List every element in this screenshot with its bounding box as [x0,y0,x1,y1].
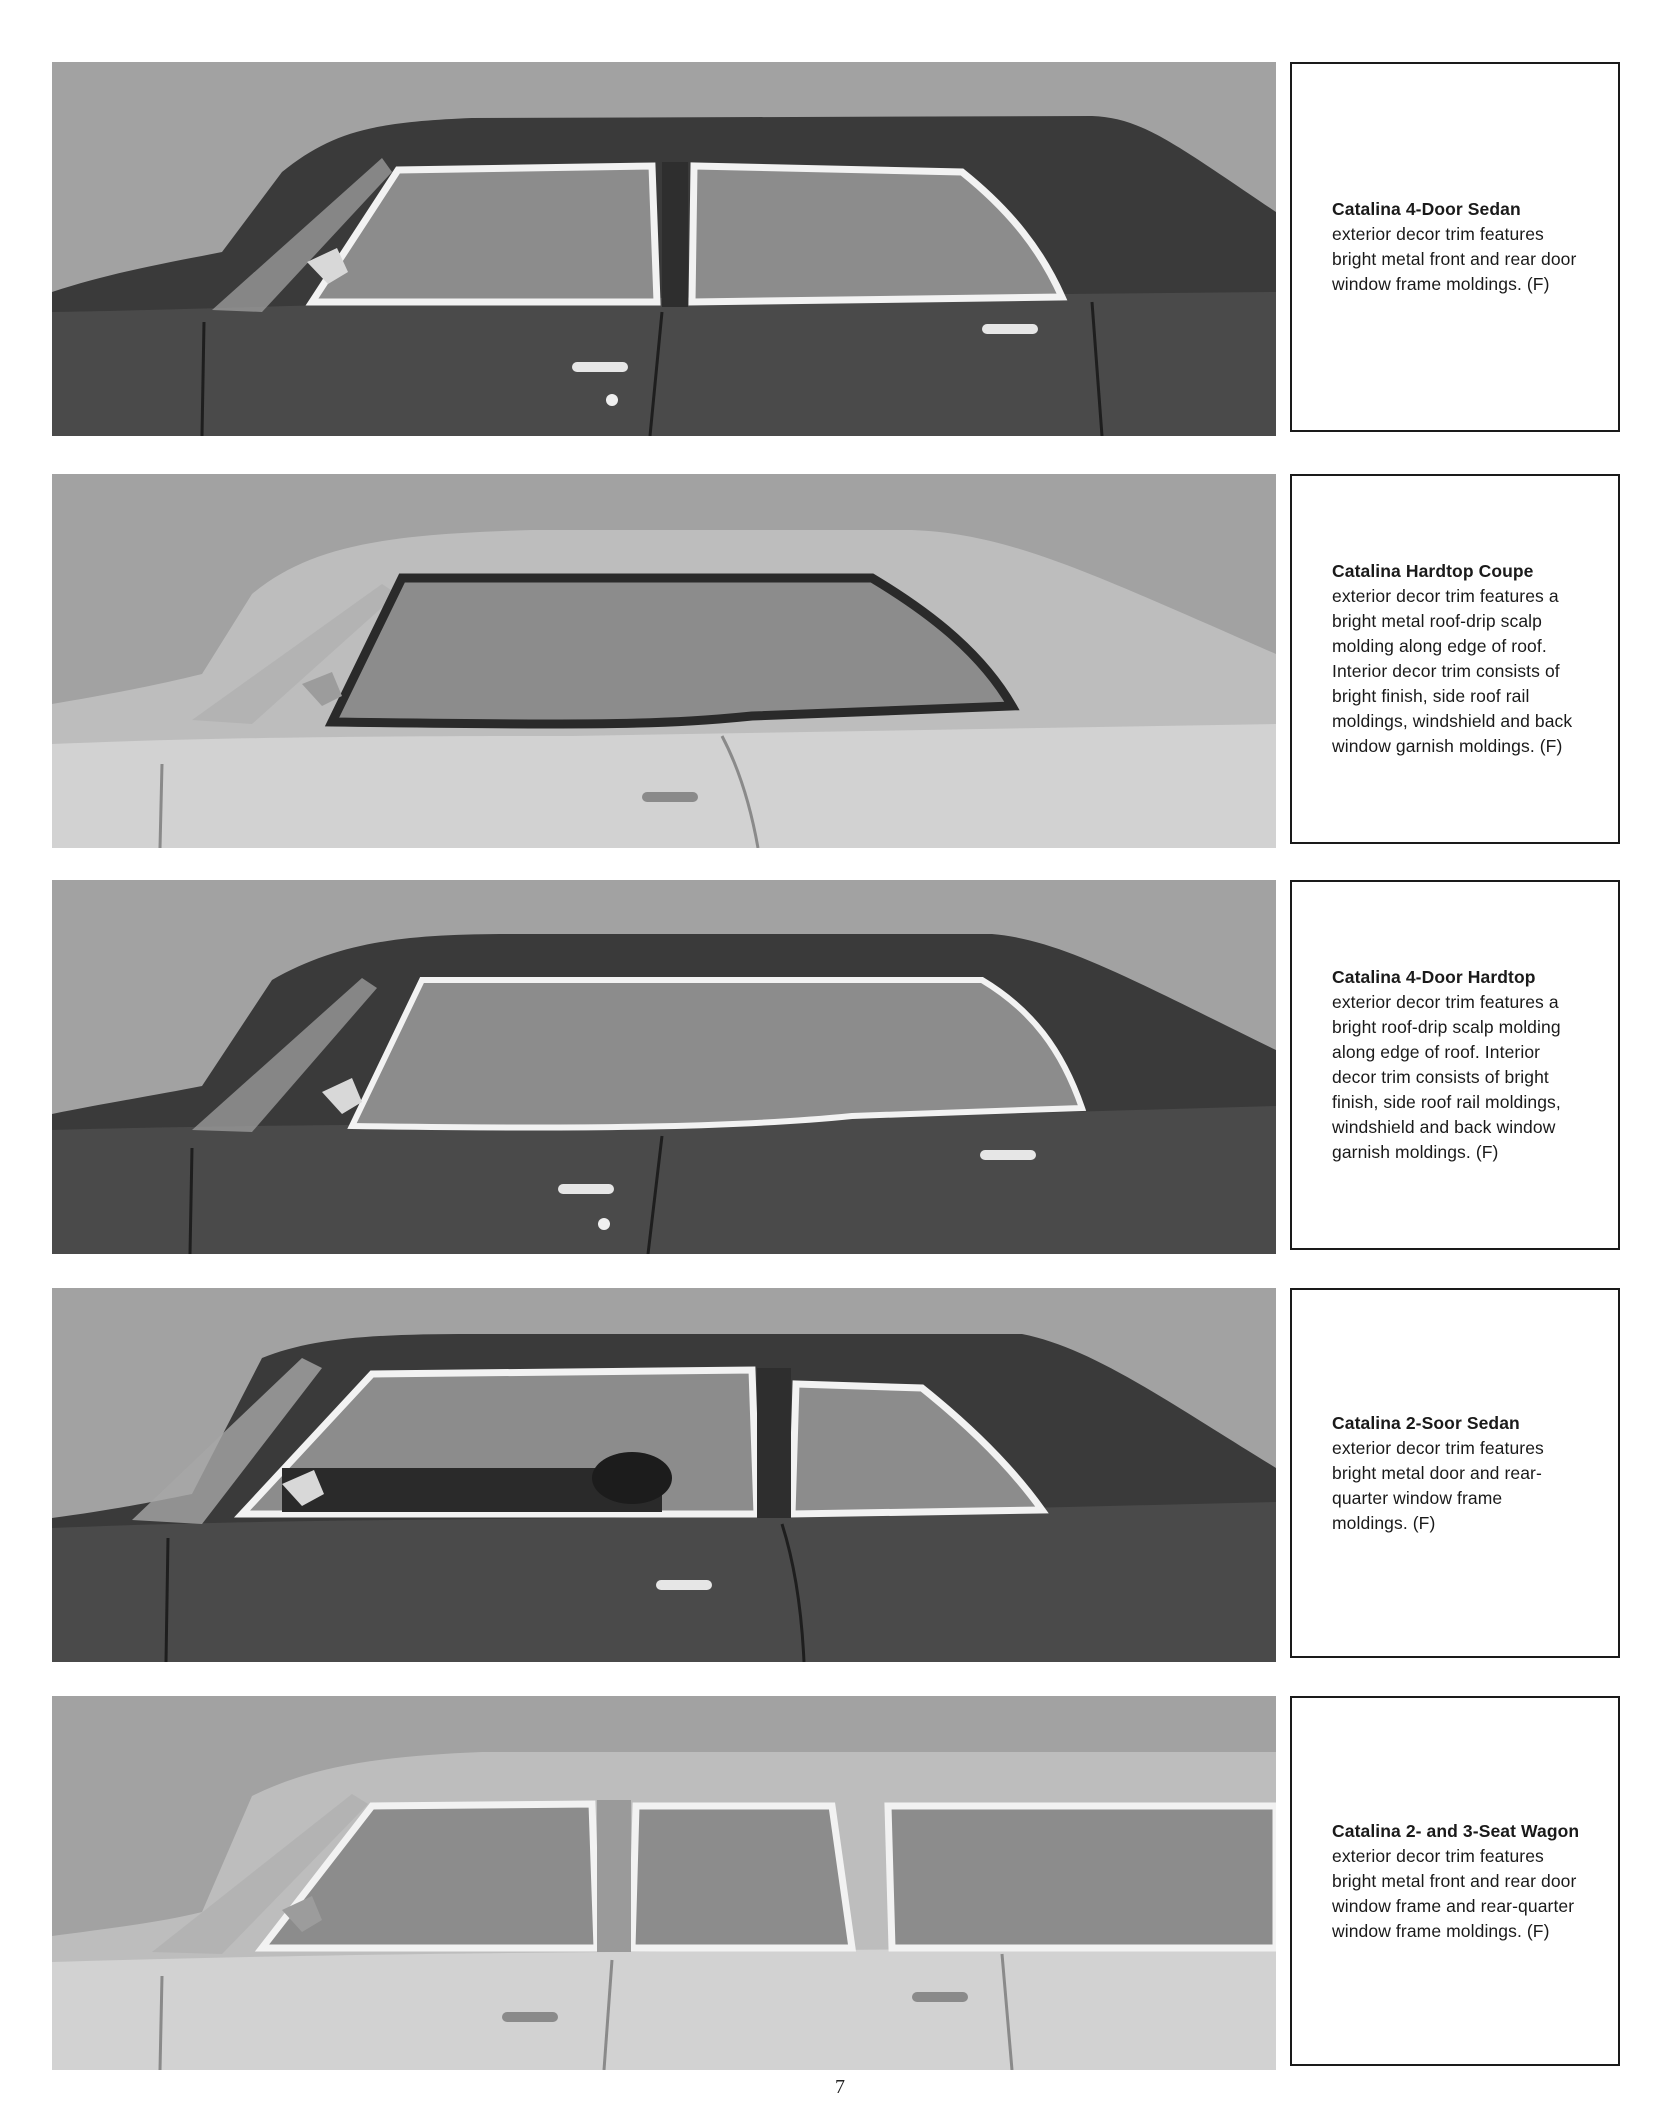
car-photo-4-door-sedan [52,62,1276,436]
caption-title-5: Catalina 2- and 3-Seat Wagon [1332,1820,1580,1841]
car-illustration [52,1696,1276,2070]
caption-title-3: Catalina 4-Door Hardtop [1332,967,1536,987]
page-number: 7 [835,2076,845,2098]
caption-body-5: exterior decor trim features bright metal front and rear door window frame and rear-quarter window frame moldings. (F) [1332,1845,1577,1941]
caption-box-4 [1290,1288,1620,1658]
car-photo-hardtop-coupe [52,474,1276,848]
panel-5 [52,1696,1632,2070]
caption-3 [1332,965,1582,1165]
car-illustration [52,474,1276,848]
caption-4 [1332,1411,1582,1536]
caption-title-2: Catalina Hardtop Coupe [1332,561,1534,581]
car-illustration [52,880,1276,1254]
caption-2 [1332,559,1582,759]
caption-box-1 [1290,62,1620,432]
caption-title-1: Catalina 4-Door Sedan [1332,199,1521,219]
caption-box-5 [1290,1696,1620,2066]
caption-5 [1332,1819,1582,1944]
car-photo-4-door-hardtop [52,880,1276,1254]
caption-body-1: exterior decor trim features bright metal front and rear door window frame moldings. (F) [1332,224,1577,294]
caption-title-4: Catalina 2-Soor Sedan [1332,1412,1520,1433]
panel-3 [52,880,1632,1254]
panel-4 [52,1288,1632,1662]
caption-body-3: exterior decor trim features a bright roof-drip scalp molding along edge of roof. Interior decor trim consists of bright finish, side roof rail moldings, windshield and back window garnish moldings. (F) [1332,992,1561,1162]
car-illustration [52,1288,1276,1662]
caption-1 [1332,197,1582,297]
caption-body-2: exterior decor trim features a bright metal roof-drip scalp molding along edge of roof. Interior decor trim consists of bright finish, side roof rail moldings, windshield and back window garnish moldings. (F) [1332,586,1573,756]
car-illustration [52,62,1276,436]
car-photo-2-door-sedan [52,1288,1276,1662]
car-photo-wagon [52,1696,1276,2070]
panel-2 [52,474,1632,848]
panel-1 [52,62,1632,436]
caption-box-3 [1290,880,1620,1250]
caption-body-4: exterior decor trim features bright metal door and rear-quarter window frame moldings. (F) [1332,1437,1544,1533]
caption-box-2 [1290,474,1620,844]
